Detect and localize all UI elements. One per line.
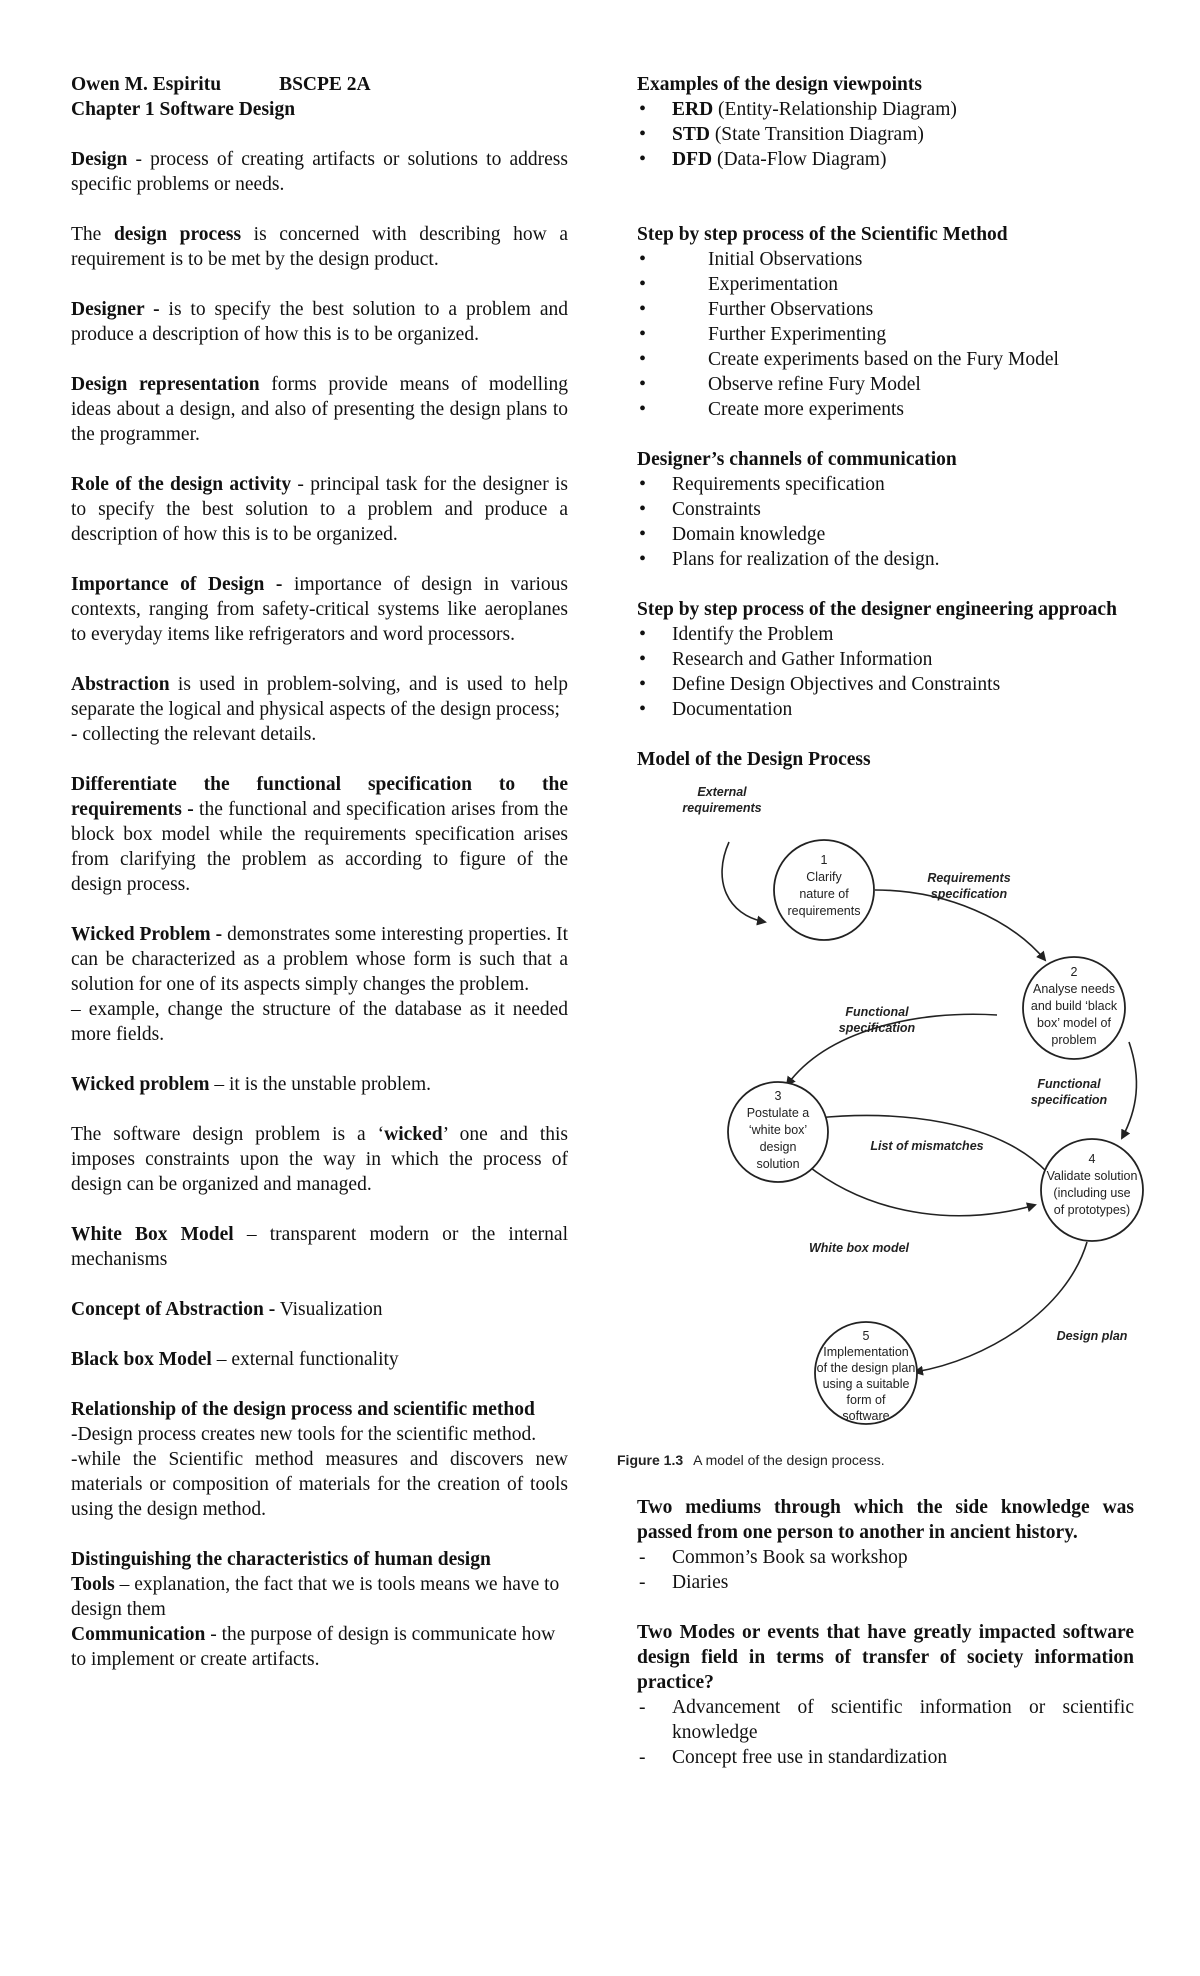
- mediums-heading: Two mediums through which the side knowledge was passed from one person to another in ancient history.: [637, 1497, 1134, 1543]
- design-process-figure: [617, 780, 1157, 1500]
- list-item: • Constraints: [637, 497, 1134, 522]
- white-box-definition: White Box Model – transparent modern or the internal mechanisms: [71, 1224, 568, 1270]
- arrow-2-to-4: [1122, 1042, 1136, 1138]
- list-item: • Documentation: [637, 697, 1134, 722]
- designer-definition: Designer - is to specify the best solution to a problem and produce a description of how this is to be organized.: [71, 299, 568, 345]
- black-box-definition: Black box Model – external functionality: [71, 1349, 399, 1370]
- author-line: [71, 72, 568, 97]
- requirements-specification-label: Requirements: [927, 871, 1011, 885]
- list-item: - Advancement of scientific information or scientific knowledge: [637, 1695, 1134, 1745]
- node-5-line: software: [842, 1409, 890, 1423]
- differentiate-definition: Differentiate the functional specification to the requirements - the functional and specification arises from the block box model while the requirements specification arises from clarifying the problem as according to figure of the design process.: [71, 774, 568, 895]
- model-heading: Model of the Design Process: [637, 749, 871, 770]
- arrow-3-to-4: [807, 1165, 1035, 1216]
- list-item: - Common’s Book sa workshop: [637, 1545, 1134, 1570]
- external-requirements-label: External: [697, 785, 747, 799]
- channels-list: [637, 472, 1134, 572]
- node-4-line: (including use: [1053, 1186, 1131, 1200]
- relationship-line-2: -while the Scientific method measures and discovers new materials or composition of materials for the creation of tools using the design method.: [71, 1449, 568, 1520]
- scientific-method-heading: Step by step process of the Scientific Method: [637, 224, 1008, 245]
- list-item: • ERD (Entity-Relationship Diagram): [637, 97, 1134, 122]
- modes-heading: Two Modes or events that have greatly impacted software design field in terms of transfer of society information practice?: [637, 1622, 1134, 1693]
- list-item: • Observe refine Fury Model: [637, 372, 1134, 397]
- design-process-diagram: [617, 780, 1157, 1500]
- right-column: [617, 72, 1138, 1770]
- viewpoints-list: [637, 97, 1134, 172]
- list-item: • STD (State Transition Diagram): [637, 122, 1134, 147]
- class-section: BSCPE 2A: [279, 74, 371, 95]
- list-item: • Experimentation: [637, 272, 1134, 297]
- arrow-external-to-1: [722, 842, 765, 922]
- node-4-line: of prototypes): [1053, 1203, 1131, 1217]
- wicked-problem-unstable: Wicked problem – it is the unstable problem.: [71, 1074, 432, 1095]
- list-item: - Concept free use in standardization: [637, 1745, 1134, 1770]
- node-5-line: form of: [846, 1393, 886, 1407]
- node-1-number: 1: [820, 853, 828, 867]
- node-1-line: nature of: [799, 887, 849, 901]
- relationship-heading: Relationship of the design process and scientific method: [71, 1399, 535, 1420]
- communication-definition: Communication - the purpose of design is communicate how to implement or create artifacts.: [71, 1624, 556, 1670]
- abstraction-definition: Abstraction is used in problem-solving, and is used to help separate the logical and physical aspects of the design process;: [71, 674, 568, 720]
- wicked-problem-definition: Wicked Problem - demonstrates some interesting properties. It can be characterized as a problem whose form is such that a solution for one of its aspects simply changes the problem.: [71, 924, 569, 995]
- design-representation-definition: Design representation forms provide means of modelling ideas about a design, and also of presenting the design plans to the programmer.: [71, 374, 568, 445]
- distinguishing-heading: Distinguishing the characteristics of human design: [71, 1549, 491, 1570]
- modes-list: [637, 1695, 1134, 1770]
- node-1-line: requirements: [787, 904, 861, 918]
- node-5-line: Implementation: [823, 1345, 909, 1359]
- chapter-title: Chapter 1 Software Design: [71, 99, 296, 120]
- node-1-line: Clarify: [806, 870, 842, 884]
- design-definition: Design - process of creating artifacts or solutions to address specific problems or needs.: [71, 149, 568, 195]
- author-name: Owen M. Espiritu: [71, 74, 222, 95]
- engineering-list: [637, 622, 1134, 722]
- functional-specification-label-b: specification: [1030, 1093, 1108, 1107]
- list-item: • Research and Gather Information: [637, 647, 1134, 672]
- engineering-heading: Step by step process of the designer engineering approach: [637, 599, 1117, 620]
- node-3-number: 3: [774, 1089, 782, 1103]
- list-item: • Define Design Objectives and Constraints: [637, 672, 1134, 697]
- channels-heading: Designer’s channels of communication: [637, 449, 957, 470]
- node-2-line: Analyse needs: [1032, 982, 1116, 996]
- external-requirements-label: requirements: [682, 801, 762, 815]
- node-5-line: using a suitable: [822, 1377, 910, 1391]
- list-item: • Identify the Problem: [637, 622, 1134, 647]
- list-item: • Initial Observations: [637, 247, 1134, 272]
- list-item: • Requirements specification: [637, 472, 1134, 497]
- list-of-mismatches-label: List of mismatches: [870, 1139, 984, 1153]
- node-4-line: Validate solution: [1046, 1169, 1138, 1183]
- functional-specification-label-b: Functional: [1037, 1077, 1101, 1091]
- node-2-line: and build ‘black: [1030, 999, 1118, 1013]
- tools-definition: Tools – explanation, the fact that we is tools means we have to design them: [71, 1574, 560, 1620]
- functional-specification-label-a: specification: [838, 1021, 916, 1035]
- scientific-method-list: [637, 247, 1134, 422]
- list-item: • Domain knowledge: [637, 522, 1134, 547]
- white-box-model-label: White box model: [809, 1241, 909, 1255]
- node-5-line: of the design plan: [816, 1361, 916, 1375]
- list-item: • Create experiments based on the Fury Model: [637, 347, 1134, 372]
- functional-specification-label-a: Functional: [845, 1005, 909, 1019]
- node-2-number: 2: [1070, 965, 1078, 979]
- node-4-number: 4: [1088, 1152, 1096, 1166]
- mediums-list: [637, 1545, 1134, 1595]
- arrow-4-to-5: [915, 1242, 1087, 1372]
- left-column: [71, 72, 568, 1672]
- wicked-problem-example: – example, change the structure of the database as it needed more fields.: [71, 999, 568, 1045]
- node-2-line: box’ model of: [1037, 1016, 1111, 1030]
- list-item: • Plans for realization of the design.: [637, 547, 1134, 572]
- figure-caption-text: A model of the design process.: [693, 1452, 885, 1468]
- node-2-line: problem: [1051, 1033, 1097, 1047]
- node-3-line: solution: [756, 1157, 800, 1171]
- software-wicked-text: The software design problem is a ‘wicked’ one and this imposes constraints upon the way in which the process of design can be organized and managed.: [71, 1124, 568, 1195]
- list-item: • Create more experiments: [637, 397, 1134, 422]
- figure-caption-label: Figure 1.3: [617, 1452, 684, 1468]
- viewpoints-heading: Examples of the design viewpoints: [637, 74, 922, 95]
- list-item: • Further Observations: [637, 297, 1134, 322]
- relationship-line-1: -Design process creates new tools for the scientific method.: [71, 1424, 537, 1445]
- node-3-line: Postulate a: [746, 1106, 810, 1120]
- list-item: • Further Experimenting: [637, 322, 1134, 347]
- role-definition: Role of the design activity - principal task for the designer is to specify the best solution to a problem and produce a description of how this is to be organized.: [71, 474, 568, 545]
- abstraction-note: - collecting the relevant details.: [71, 724, 317, 745]
- node-5-number: 5: [862, 1329, 870, 1343]
- concept-abstraction-definition: Concept of Abstraction - Visualization: [71, 1299, 383, 1320]
- list-item: • DFD (Data-Flow Diagram): [637, 147, 1134, 172]
- design-process-definition: The design process is concerned with describing how a requirement is to be met by the design product.: [71, 224, 568, 270]
- node-3-line: ‘white box’: [748, 1123, 808, 1137]
- requirements-specification-label: specification: [930, 887, 1008, 901]
- list-item: - Diaries: [637, 1570, 1134, 1595]
- design-plan-label: Design plan: [1056, 1329, 1128, 1343]
- node-3-line: design: [759, 1140, 797, 1154]
- importance-definition: Importance of Design - importance of design in various contexts, ranging from safety-critical systems like aeroplanes to everyday items like refrigerators and word processors.: [71, 574, 568, 645]
